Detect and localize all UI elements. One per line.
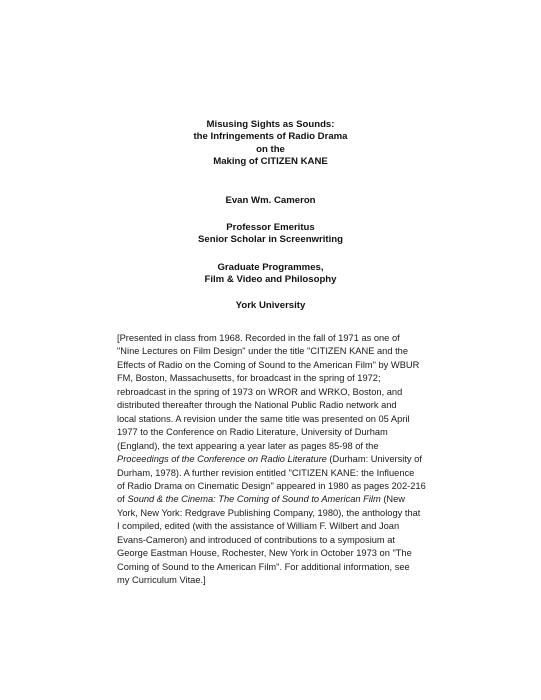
title-line-1: Misusing Sights as Sounds: (206, 119, 335, 130)
note-line: rebroadcast in the spring of 1973 on WROR and WRKO, Boston, and (117, 386, 403, 397)
note-fragment: of (117, 494, 128, 505)
proceedings-title: Proceedings of the Conference on Radio Literature (117, 454, 327, 465)
title-line-4: Making of CITIZEN KANE (213, 156, 328, 168)
note-line (117, 453, 437, 466)
note-line (117, 493, 437, 506)
note-line: (England), the text appearing a year later as pages 85-98 of the (117, 440, 379, 451)
note-line: distributed thereafter through the National Public Radio network and (117, 400, 397, 411)
author-position (0, 222, 541, 247)
university-name: York University (235, 300, 306, 311)
note-fragment: (Durham: University of (326, 454, 422, 465)
author-name: Evan Wm. Cameron (225, 195, 316, 206)
note-line: I compiled, edited (with the assistance of William F. Wilbert and Joan (117, 521, 400, 532)
note-line: my Curriculum Vitae.] (117, 575, 206, 586)
note-line: "Nine Lectures on Film Design" under the title "CITIZEN KANE and the (117, 346, 408, 357)
title-line-2: the Infringements of Radio Drama (193, 131, 348, 143)
note-line: Evans-Cameron) and introduced of contributions to a symposium at (117, 534, 396, 545)
anthology-title: Sound & the Cinema: The Coming of Sound to American Film (127, 494, 381, 505)
note-line: FM, Boston, Massachusetts, for broadcast in the spring of 1972; (117, 373, 381, 384)
document-title (0, 119, 541, 169)
note-line: York, New York: Redgrave Publishing Company, 1980), the anthology that (117, 507, 421, 518)
programmes-line-2: Film & Video and Philosophy (204, 274, 337, 286)
note-line: of Radio Drama on Cinematic Design" appeared in 1980 as pages 202-216 (117, 480, 426, 491)
note-line: Coming of Sound to the American Film". For additional information, see (117, 561, 410, 572)
note-line: 1977 to the Conference on Radio Literature, University of Durham (117, 427, 388, 438)
position-line-2: Senior Scholar in Screenwriting (197, 234, 343, 246)
note-fragment: (New (380, 494, 406, 505)
position-line-1: Professor Emeritus (226, 222, 315, 233)
programmes-line-1: Graduate Programmes, (217, 262, 324, 273)
note-line: Effects of Radio on the Coming of Sound to the American Film" by WBUR (117, 359, 420, 370)
note-line: local stations. A revision under the same title was presented on 05 April (117, 413, 410, 424)
note-line: Durham, 1978). A further revision entitled "CITIZEN KANE: the Influence (117, 467, 415, 478)
note-line: George Eastman House, Rochester, New York in October 1973 on "The (117, 548, 412, 559)
publication-note (117, 332, 437, 588)
note-line: [Presented in class from 1968. Recorded in the fall of 1971 as one of (117, 333, 400, 343)
title-line-3: on the (256, 143, 285, 155)
programmes (0, 262, 541, 287)
